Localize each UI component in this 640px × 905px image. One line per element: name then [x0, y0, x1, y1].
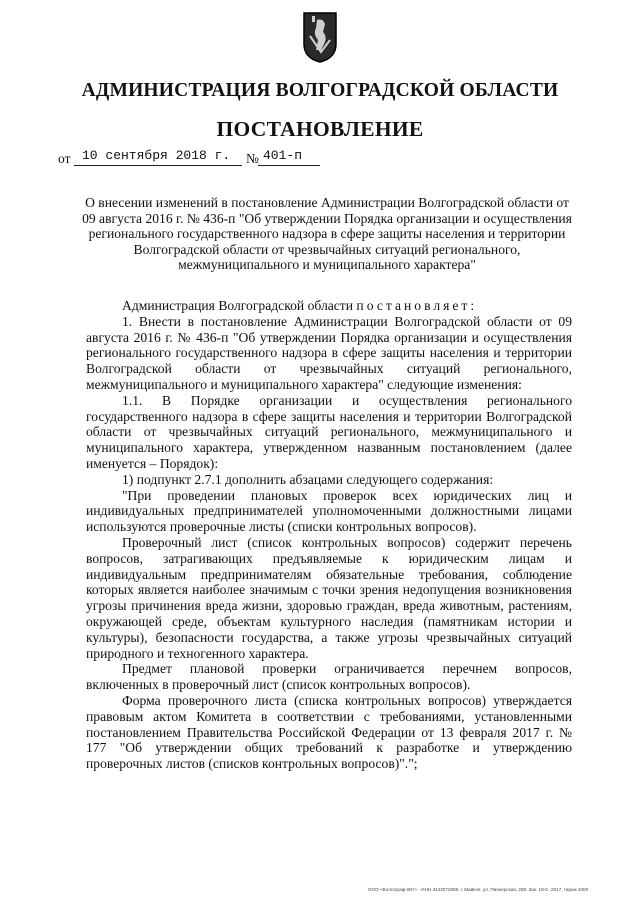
paragraph-subitem-1: 1) подпункт 2.7.1 дополнить абзацами следующего содержания:	[122, 471, 494, 487]
paragraph-item-1-1: 1.1. В Порядке организации и осуществления регионального государственного надзора в сфере защиты населения и территории Волгоградской области от чрезвычайных ситуаций регионального, межмуниципального и муниципального характера, утвержденном названным постановлением (далее именуется – Порядок):	[86, 392, 572, 471]
intro-action: постановляет:	[356, 298, 478, 313]
intro-paragraph	[86, 298, 572, 314]
paragraph-item-1: 1. Внести в постановление Администрации Волгоградской области от 09 августа 2016 г. № 436-п "Об утверждении Порядка организации и осуществления регионального государственного надзора в сфере защиты населения и территории Волгоградской области от чрезвычайных ситуаций регионального, межмуниципального и муниципального характера" следующие изменения:	[86, 313, 572, 392]
paragraph-quote-1: "При проведении плановых проверок всех юридических лиц и индивидуальных предпринимателей уполномоченными должностными лицами используются проверочные листы (списки контрольных вопросов).	[86, 487, 572, 535]
document-subject: О внесении изменений в постановление Администрации Волгоградской области от 09 августа 2016 г. № 436-п "Об утверждении Порядка организации и осуществления регионального государственного надзора в сфере защиты населения и территории Волгоградской области от чрезвычайных ситуаций регионального, межмуниципального и муниципального характера"	[82, 195, 572, 273]
number-prefix: №	[246, 151, 259, 166]
coat-of-arms-icon	[301, 10, 339, 64]
document-date: 10 сентября 2018 г.	[82, 148, 231, 163]
paragraph-quote-4: Форма проверочного листа (списка контрольных вопросов) утверждается правовым актом Комитета в соответствии с требованиями, установленными постановлением Правительства Российской Федерации от 13 февраля 2017 г. № 177 "Об утверждении общих требований к разработке и утверждению проверочных листов (списков контрольных вопросов)".";	[86, 692, 572, 772]
document-number: 401-п	[263, 148, 303, 163]
date-underline	[74, 165, 242, 166]
document-type-title: ПОСТАНОВЛЕНИЕ	[216, 117, 424, 141]
intro-lead: Администрация Волгоградской области	[122, 298, 354, 313]
date-prefix: от	[58, 151, 71, 166]
organization-title: АДМИНИСТРАЦИЯ ВОЛГОГРАДСКОЙ ОБЛАСТИ	[81, 80, 559, 101]
paragraph-quote-3: Предмет плановой проверки ограничивается перечнем вопросов, включенных в проверочный лист (список контрольных вопросов).	[86, 661, 572, 693]
paragraph-quote-2: Проверочный лист (список контрольных вопросов) содержит перечень вопросов, затрагивающих предъявляемые к юридическим лицам и индивидуальным предпринимателям обязательные требования, соблюдение которых является наиболее значимым с точки зрения недопущения возникновения угрозы причинения вреда жизни, здоровью граждан, вреда животным, растениям, окружающей среде, объектам культурного наследия (памятникам истории и культуры), безопасности государства, а также угрозы чрезвычайных ситуаций природного и техногенного характера.	[86, 534, 572, 661]
number-underline	[258, 165, 320, 166]
printer-imprint: ООО «Волгограф-807» · ИНН 3443072808, г. Майкоп, ул. Пионерская, 288. Зак. 19-С. 2017, тираж 4000	[368, 887, 589, 892]
document-body	[86, 298, 572, 772]
